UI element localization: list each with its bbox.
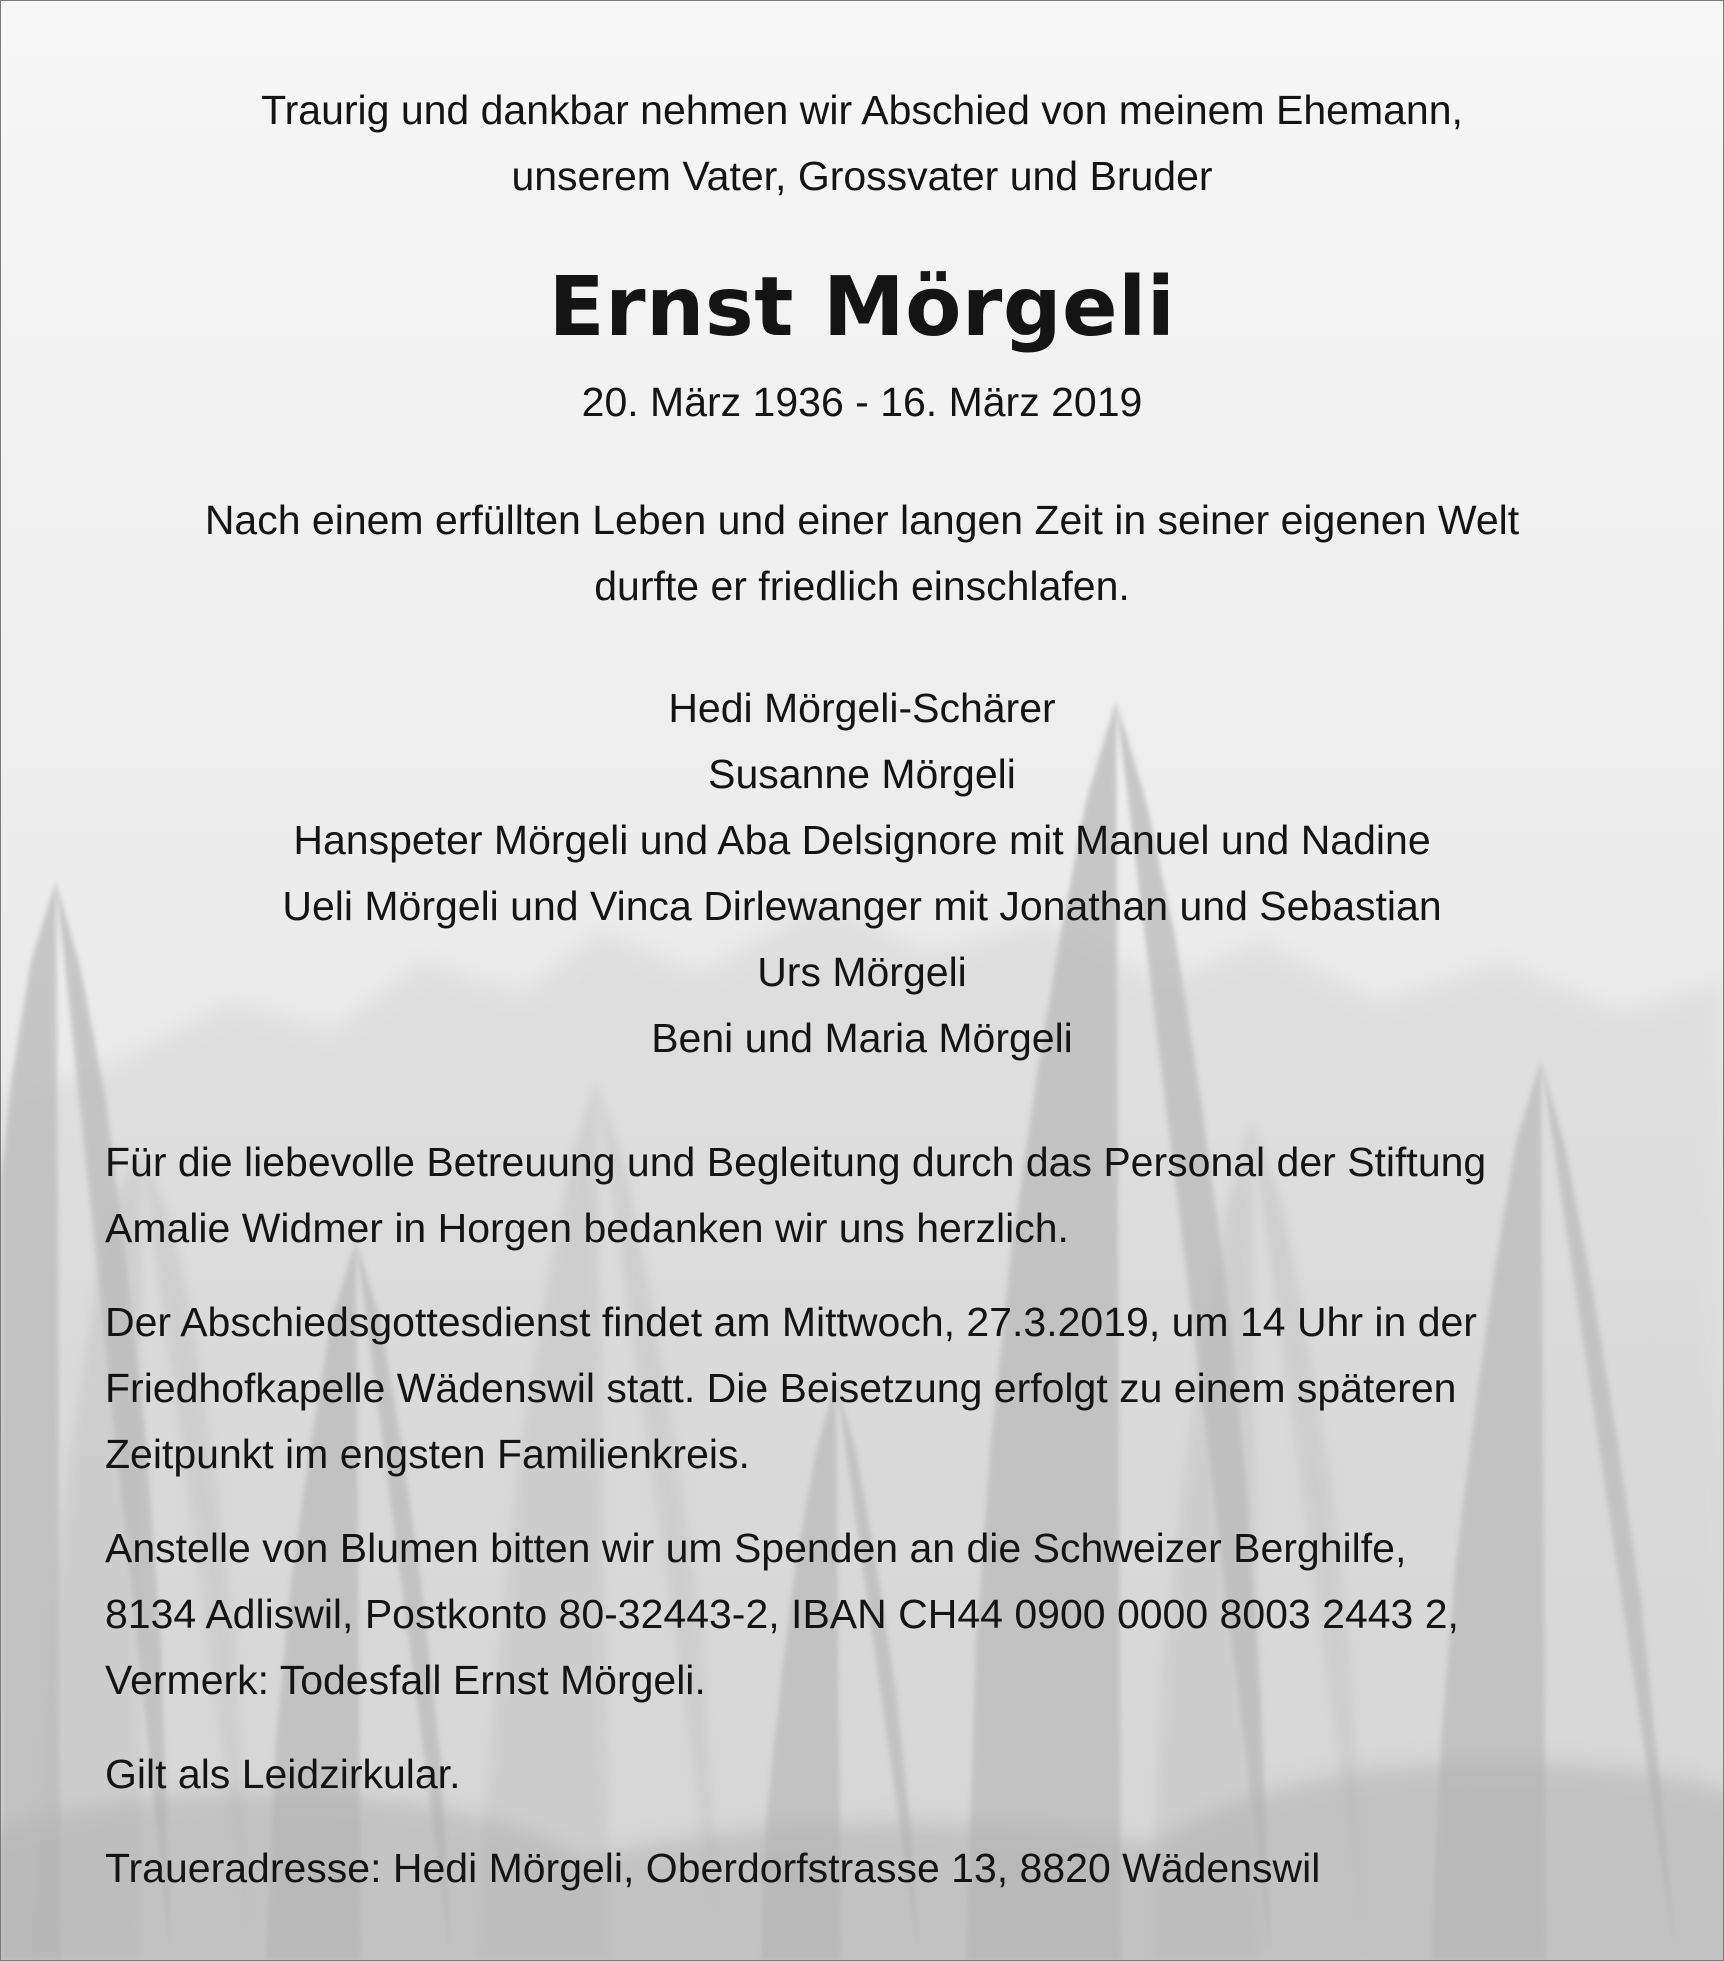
mourning-address: Traueradresse: Hedi Mörgeli, Oberdorfstrasse 13, 8820 Wädenswil — [105, 1845, 1321, 1891]
circular-note: Gilt als Leidzirkular. — [105, 1751, 461, 1797]
donation-line-2: 8134 Adliswil, Postkonto 80-32443-2, IBAN CH44 0900 0000 8003 2443 2, — [105, 1591, 1459, 1637]
deceased-name: Ernst Mörgeli — [548, 260, 1176, 355]
mourner-6: Beni und Maria Mörgeli — [651, 1015, 1073, 1061]
mourner-1: Hedi Mörgeli-Schärer — [668, 685, 1056, 731]
reflection-line-1: Nach einem erfüllten Leben und einer langen Zeit in seiner eigenen Welt — [204, 497, 1520, 543]
thanks-line-2: Amalie Widmer in Horgen bedanken wir uns herzlich. — [105, 1205, 1069, 1251]
donation-line-3: Vermerk: Todesfall Ernst Mörgeli. — [105, 1657, 706, 1703]
reflection-line-2: durfte er friedlich einschlafen. — [594, 563, 1130, 609]
life-dates: 20. März 1936 - 16. März 2019 — [581, 379, 1143, 425]
mourner-3: Hanspeter Mörgeli und Aba Delsignore mit Manuel und Nadine — [293, 817, 1431, 863]
mourner-2: Susanne Mörgeli — [708, 751, 1016, 797]
mourner-5: Urs Mörgeli — [757, 949, 967, 995]
donation-line-1: Anstelle von Blumen bitten wir um Spenden an die Schweizer Berghilfe, — [105, 1525, 1407, 1571]
mourner-4: Ueli Mörgeli und Vinca Dirlewanger mit Jonathan und Sebastian — [282, 883, 1442, 929]
service-line-3: Zeitpunkt im engsten Familienkreis. — [105, 1431, 750, 1477]
intro-line-1: Traurig und dankbar nehmen wir Abschied von meinem Ehemann, — [261, 87, 1463, 133]
thanks-line-1: Für die liebevolle Betreuung und Begleitung durch das Personal der Stiftung — [105, 1139, 1487, 1185]
service-line-2: Friedhofkapelle Wädenswil statt. Die Beisetzung erfolgt zu einem späteren — [105, 1365, 1457, 1411]
service-line-1: Der Abschiedsgottesdienst findet am Mittwoch, 27.3.2019, um 14 Uhr in der — [105, 1299, 1477, 1345]
notice-text — [1, 1, 1723, 1960]
intro-line-2: unserem Vater, Grossvater und Bruder — [511, 153, 1213, 199]
